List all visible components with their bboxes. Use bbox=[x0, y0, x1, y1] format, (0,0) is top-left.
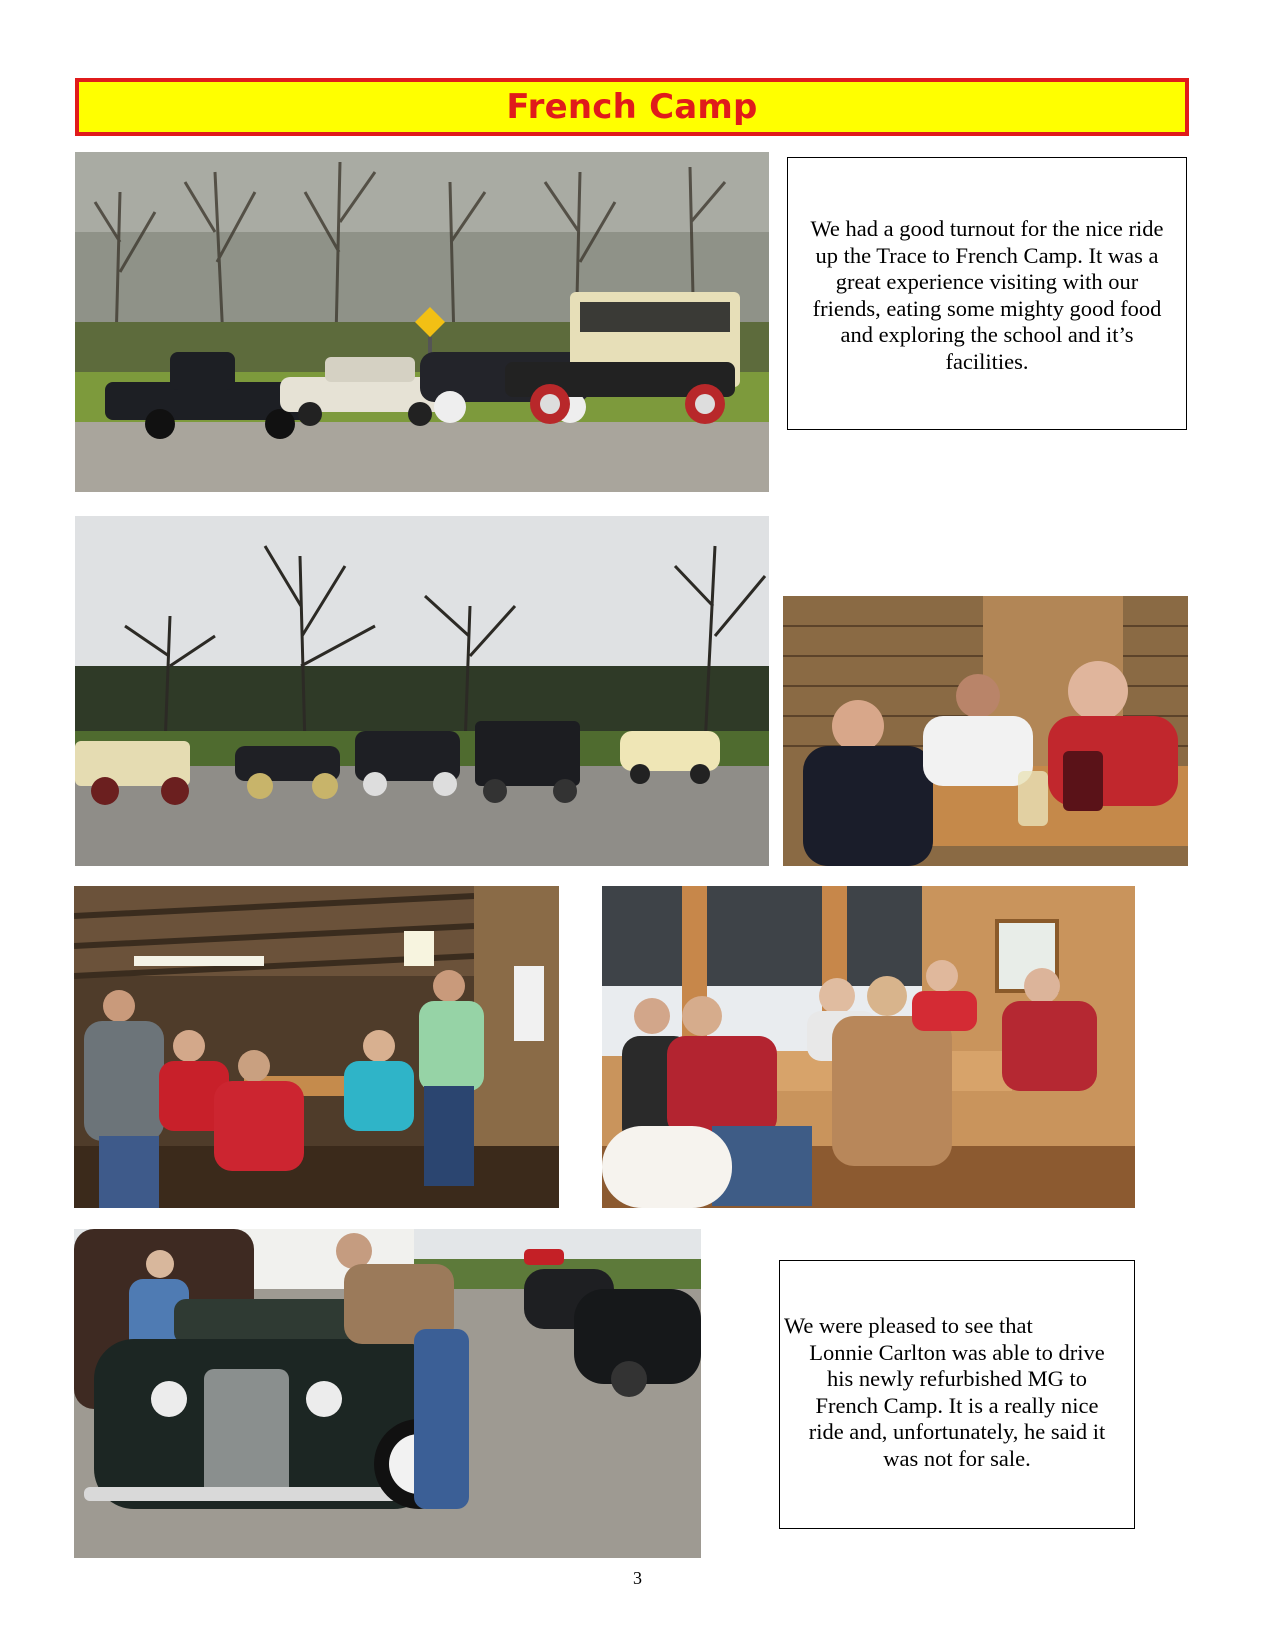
caption-lonnie-line-5: ride and, unfortunately, he said it bbox=[808, 1419, 1106, 1444]
page-title: French Camp bbox=[506, 87, 758, 127]
caption-lonnie-line-6: was not for sale. bbox=[883, 1445, 1031, 1471]
caption-turnout-text: We had a good turnout for the nice ride up the Trace to French Camp. It was a great experience visiting with our friends, eating some mighty good food and exploring the school and it’s facilities. bbox=[810, 216, 1164, 374]
caption-box-turnout bbox=[787, 157, 1187, 430]
photo-men-at-table bbox=[783, 596, 1188, 866]
caption-lonnie-line-1: We were pleased to see that bbox=[784, 1313, 1033, 1338]
photo-cars-under-trees bbox=[75, 516, 769, 866]
photo-group-dining bbox=[602, 886, 1135, 1208]
photo-dining-hall bbox=[74, 886, 559, 1208]
photo-mg-roadster bbox=[74, 1229, 701, 1558]
photo-antique-cars-lineup bbox=[75, 152, 769, 492]
page-number: 3 bbox=[633, 1568, 642, 1588]
title-banner bbox=[75, 78, 1189, 136]
caption-lonnie-line-4: French Camp. It is a really nice bbox=[815, 1392, 1099, 1418]
caption-lonnie-line-2: Lonnie Carlton was able to drive bbox=[809, 1339, 1105, 1365]
caption-lonnie-line-3: his newly refurbished MG to bbox=[827, 1366, 1087, 1391]
caption-box-lonnie-mg bbox=[779, 1260, 1135, 1529]
